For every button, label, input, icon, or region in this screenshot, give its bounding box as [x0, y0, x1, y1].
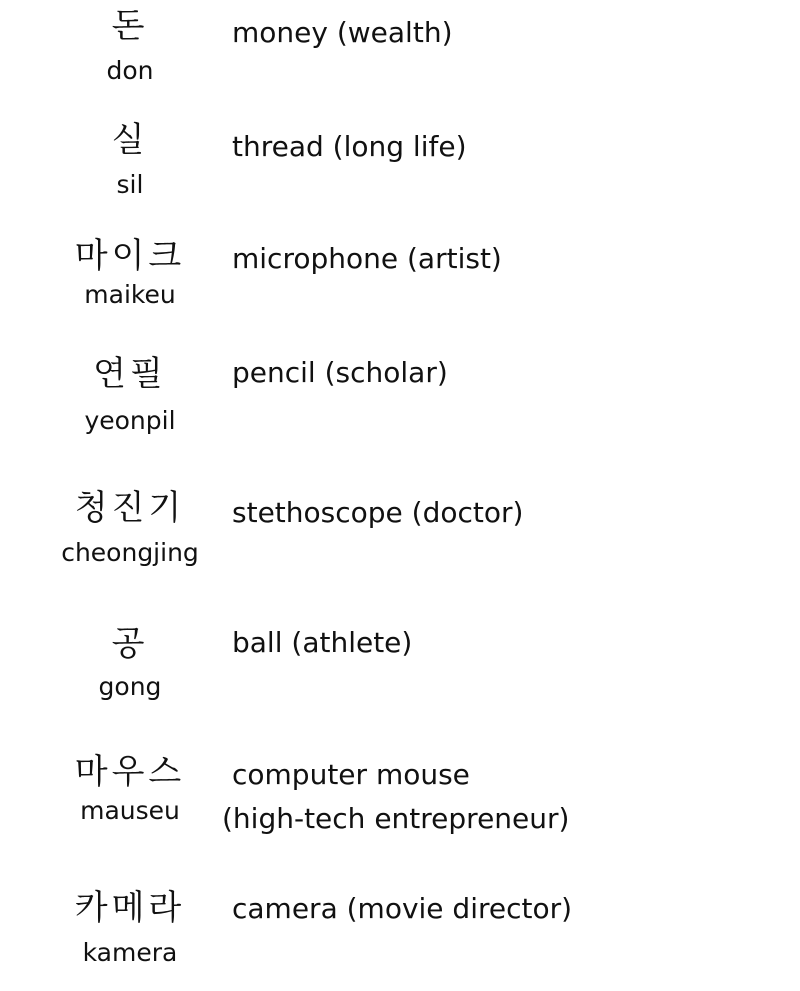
- meaning: pencil (scholar): [232, 356, 448, 389]
- korean-word: 카메라: [74, 888, 186, 928]
- meaning: camera (movie director): [232, 892, 573, 925]
- romanization: don: [106, 56, 154, 85]
- meaning: thread (long life): [232, 130, 467, 163]
- meaning: ball (athlete): [232, 626, 413, 659]
- meaning: stethoscope (doctor): [232, 496, 524, 529]
- romanization: kamera: [82, 938, 178, 967]
- meaning: money (wealth): [232, 16, 453, 49]
- romanization: maikeu: [84, 280, 176, 309]
- korean-word: 마우스: [74, 752, 186, 792]
- romanization: cheongjing: [61, 538, 199, 567]
- meaning-continued: (high-tech entrepreneur): [222, 802, 570, 835]
- meaning: computer mouse: [232, 758, 470, 791]
- korean-word: 마이크: [74, 236, 186, 276]
- korean-word: 연필: [93, 354, 167, 394]
- romanization: sil: [116, 170, 144, 199]
- korean-word: 실: [111, 120, 149, 160]
- korean-word: 공: [111, 624, 149, 664]
- romanization: yeonpil: [84, 406, 176, 435]
- meaning: microphone (artist): [232, 242, 502, 275]
- korean-word: 청진기: [74, 488, 186, 528]
- korean-word: 돈: [111, 6, 149, 46]
- romanization: mauseu: [80, 796, 180, 825]
- romanization: gong: [98, 672, 162, 701]
